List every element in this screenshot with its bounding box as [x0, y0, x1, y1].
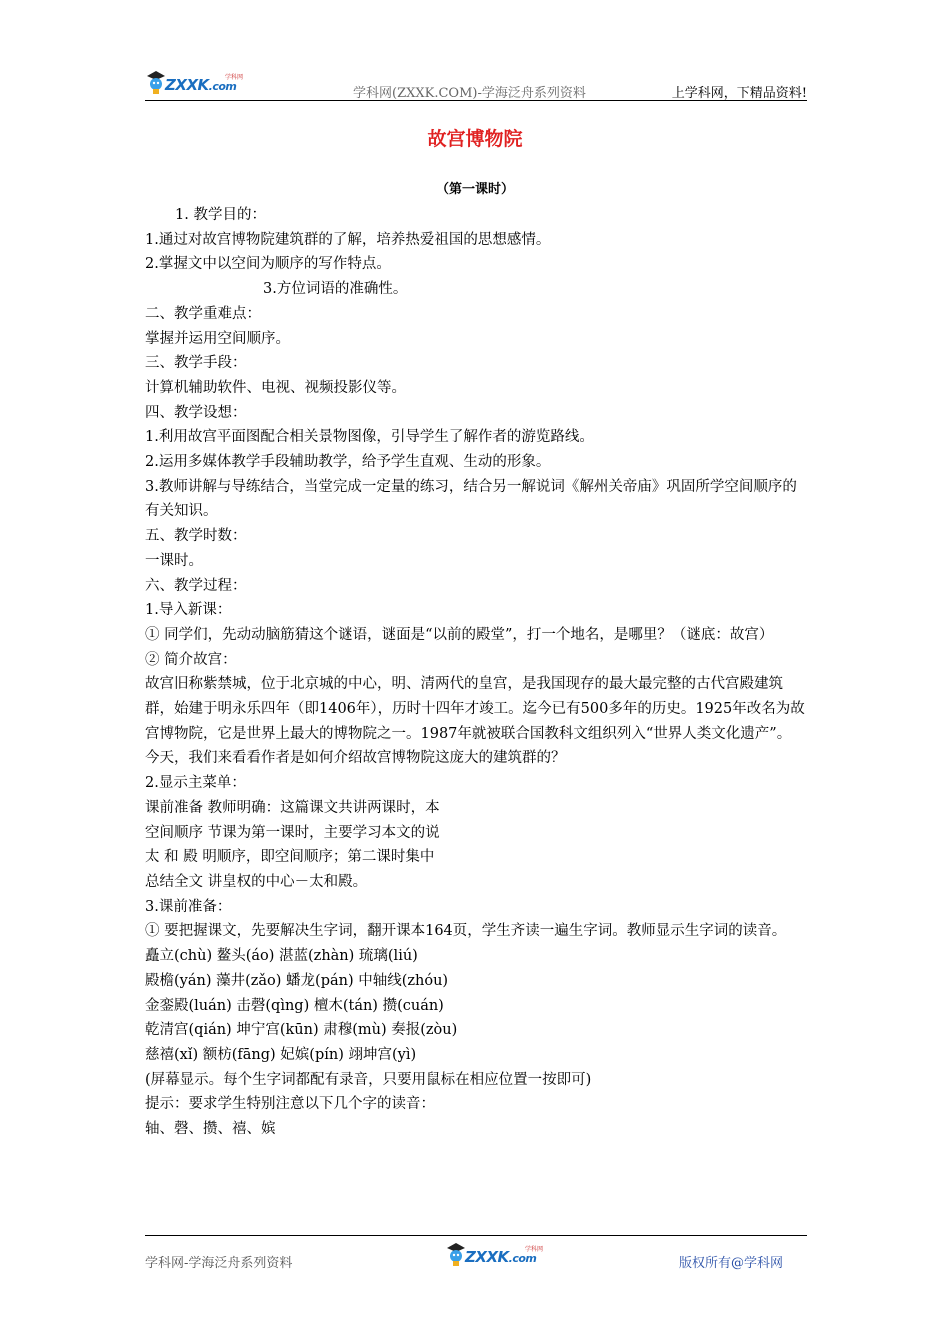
body-line: 金銮殿(luán) 击磬(qìng) 檀木(tán) 攒(cuán): [145, 997, 444, 1014]
body-line: 乾清宫(qián) 坤宁宫(kūn) 肃穆(mù) 奏报(zòu): [145, 1022, 458, 1039]
body-line: 总结全文 讲皇权的中心－太和殿。: [145, 873, 368, 890]
body-line: 三、教学手段：: [145, 355, 247, 372]
body-line: 矗立(chù) 鳌头(áo) 湛蓝(zhàn) 琉璃(liú): [145, 948, 418, 965]
body-line: 轴、磬、攒、禧、嫔: [145, 1121, 276, 1138]
body-line: 2.掌握文中以空间为顺序的写作特点。: [145, 256, 391, 273]
body-line: 殿檐(yán) 藻井(zǎo) 蟠龙(pán) 中轴线(zhóu): [145, 972, 449, 989]
footer-logo: [445, 1240, 549, 1272]
header-center-text: 学科网(ZXXK.COM)-学海泛舟系列资料: [353, 86, 586, 101]
body-line: ② 简介故宫：: [145, 651, 237, 668]
document-body: [145, 203, 810, 1142]
footer-right-text: 版权所有@学科网: [678, 1256, 783, 1271]
body-line: 2.显示主菜单：: [145, 775, 246, 792]
body-line: 六、教学过程：: [145, 577, 247, 594]
page-footer: [145, 1235, 807, 1276]
body-line: 四、教学设想：: [145, 404, 247, 421]
body-line: 1.利用故宫平面图配合相关景物图像，引导学生了解作者的游览路线。: [145, 429, 594, 446]
body-line: 一课时。: [145, 552, 203, 569]
body-line: 二、教学重难点：: [145, 305, 261, 322]
body-line: 课前准备 教师明确：这篇课文共讲两课时，本: [145, 799, 440, 816]
body-line: 1. 教学目的：: [175, 207, 266, 223]
body-line: 掌握并运用空间顺序。: [145, 330, 290, 347]
body-line: (屏幕显示。每个生字词都配有录音，只要用鼠标在相应位置一按即可): [145, 1071, 592, 1088]
body-line: 3.课前准备：: [145, 898, 232, 915]
body-line: ① 同学们，先动动脑筋猜这个谜语，谜面是“以前的殿堂”，打一个地名，是哪里？（谜底：故宫）: [145, 626, 774, 643]
footer-logo-text: ZXXK.com: [465, 1248, 537, 1266]
body-line: 慈禧(xǐ) 额枋(fāng) 妃嫔(pín) 翊坤宫(yì): [145, 1046, 417, 1063]
body-line: 空间顺序 节课为第一课时，主要学习本文的说: [145, 824, 440, 841]
body-line: 提示：要求学生特别注意以下几个字的读音：: [145, 1096, 435, 1113]
mascot-icon: [145, 68, 167, 96]
footer-left-text: 学科网-学海泛舟系列资料: [145, 1256, 293, 1271]
page-subtitle: （第一课时）: [435, 182, 514, 197]
body-line: 2.运用多媒体教学手段辅助教学，给予学生直观、生动的形象。: [145, 454, 551, 471]
page-header: [145, 64, 807, 101]
body-line: 故宫旧称紫禁城，位于北京城的中心，明、清两代的皇宫，是我国现存的最大最完整的古代宫殿建筑群，始建于明永乐四年（即1406年），历时十四年才竣工。迄今已有500多年的历史。1925年改名为故宫博物院，它是世界上最大的博物院之一。1987年就被联合国教科文组织列入“世界人类文化遗产”。: [145, 676, 805, 742]
zxxk-logo: [145, 68, 249, 100]
body-line: 今天，我们来看看作者是如何介绍故宫博物院这庞大的建筑群的？: [145, 750, 566, 767]
body-line: 1.通过对故宫博物院建筑群的了解，培养热爱祖国的思想感情。: [145, 231, 551, 248]
body-line: 3.教师讲解与导练结合，当堂完成一定量的练习，结合另一解说词《解州关帝庙》巩固所学空间顺序的有关知识。: [145, 478, 797, 520]
body-line: 五、教学时数：: [145, 528, 247, 545]
mascot-icon: [445, 1240, 467, 1268]
body-line: 1.导入新课：: [145, 602, 232, 619]
body-line: 3.方位词语的准确性。: [263, 281, 408, 298]
body-line: 太 和 殿 明顺序，即空间顺序；第二课时集中: [145, 849, 435, 866]
logo-subtext: 学科网: [225, 74, 244, 81]
body-line: 计算机辅助软件、电视、视频投影仪等。: [145, 379, 406, 396]
header-right-text: 上学科网，下精品资料!: [671, 86, 807, 101]
footer-logo-subtext: 学科网: [525, 1246, 544, 1253]
page-title: 故宫博物院: [427, 128, 523, 150]
logo-text: ZXXK.com: [165, 76, 237, 94]
body-line: ① 要把握课文，先要解决生字词，翻开课本164页，学生齐读一遍生字词。教师显示生字词的读音。: [145, 923, 787, 940]
